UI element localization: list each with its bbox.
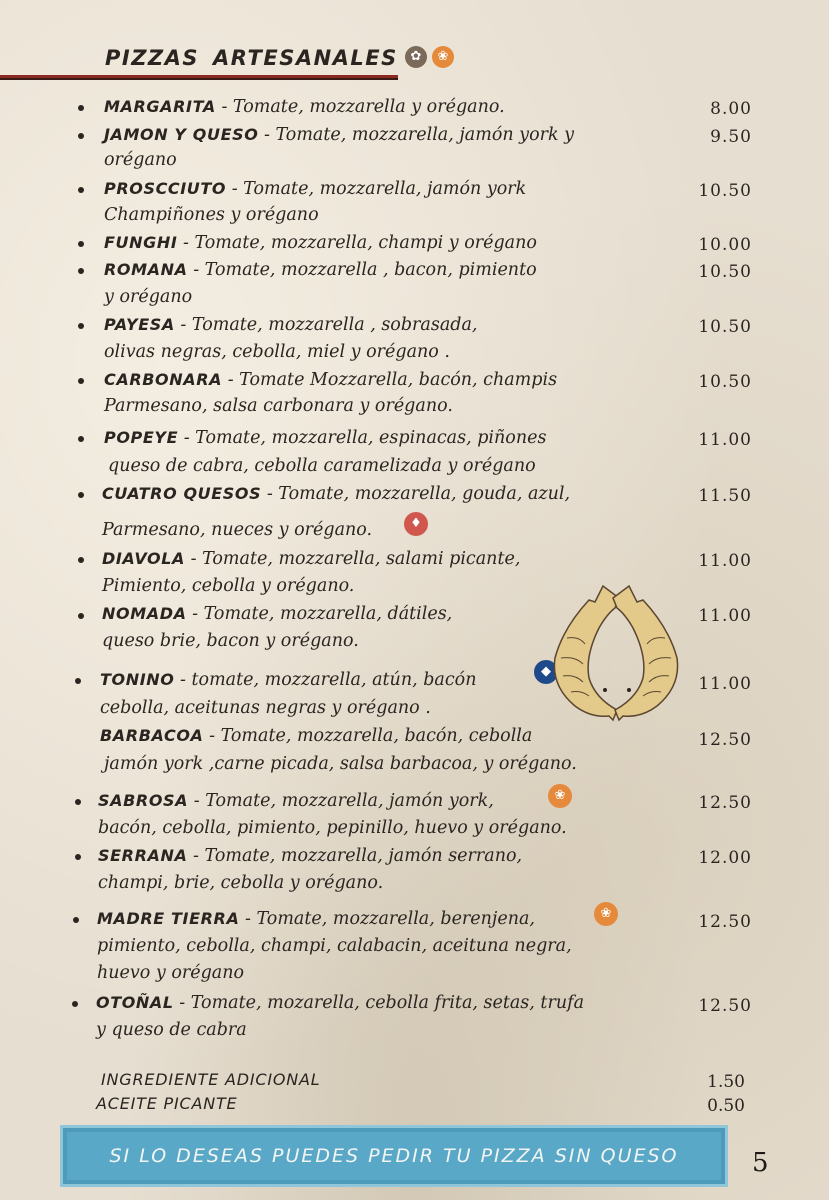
bullet: [78, 613, 84, 619]
item-line-1: [98, 791, 494, 811]
item-price: 12.50: [698, 793, 752, 813]
item-name: BARBACOA: [100, 726, 204, 745]
bullet: [78, 323, 84, 329]
item-line-2: orégano: [104, 150, 177, 170]
item-line-2: Pimiento, cebolla y orégano.: [102, 576, 355, 596]
item-desc: - Tomate, mozzarella, gouda, azul,: [266, 484, 571, 504]
item-name: SERRANA: [98, 846, 188, 865]
item-desc: - Tomate, mozzarella, espinacas, piñones: [183, 428, 547, 448]
item-line-1: [97, 909, 535, 929]
bullet: [78, 378, 84, 384]
item-desc: - tomate, mozzarella, atún, bacón: [180, 670, 477, 690]
item-line-2: queso de cabra, cebolla caramelizada y orégano: [108, 456, 536, 476]
item-name: PROSCCIUTO: [104, 179, 227, 198]
item-desc: - Tomate, mozzarella, berenjena,: [245, 909, 535, 929]
extra-label: ACEITE PICANTE: [96, 1094, 238, 1113]
item-price: 8.00: [710, 99, 752, 119]
bullet: [75, 854, 81, 860]
item-line-2: pimiento, cebolla, champi, calabacin, aceituna negra,: [97, 936, 572, 956]
item-price: 12.50: [698, 730, 752, 750]
banner-text: SI LO DESEAS PUEDES PEDIR TU PIZZA SIN QUESO: [109, 1145, 679, 1167]
item-desc: - Tomate, mozzarella , bacon, pimiento: [193, 260, 537, 280]
bullet: [78, 436, 84, 442]
bullet: [78, 268, 84, 274]
page-number: 5: [752, 1148, 769, 1178]
item-price: 12.00: [698, 848, 752, 868]
item-line-1: [104, 233, 537, 253]
item-line-2: queso brie, bacon y orégano.: [102, 631, 359, 651]
fish-icon: ◆: [534, 660, 558, 684]
item-line-1: [102, 549, 520, 569]
item-line-3: huevo y orégano: [97, 963, 245, 983]
item-line-1: [96, 993, 584, 1013]
bullet: [78, 187, 84, 193]
item-desc: - Tomate, mozzarella y orégano.: [221, 97, 505, 117]
bullet: [78, 105, 84, 111]
item-desc: - Tomate, mozzarella, jamón york y: [264, 125, 575, 145]
item-price: 10.50: [698, 262, 752, 282]
item-line-1: [104, 125, 574, 145]
item-line-2: olivas negras, cebolla, miel y orégano .: [104, 342, 450, 362]
item-price: 11.00: [698, 606, 752, 626]
item-line-1: [104, 428, 546, 448]
item-line-1: [104, 370, 557, 390]
veggie-icon: ✿: [405, 46, 427, 68]
item-line-2: cebolla, aceitunas negras y orégano .: [100, 698, 431, 718]
item-price: 12.50: [698, 996, 752, 1016]
item-line-2: jamón york ,carne picada, salsa barbacoa, y orégano.: [104, 754, 577, 774]
item-price: 11.00: [698, 430, 752, 450]
bullet: [72, 1001, 78, 1007]
item-line-2: Parmesano, salsa carbonara y orégano.: [104, 396, 453, 416]
page-title: [105, 46, 398, 70]
item-desc: - Tomate, mozzarella, champi y orégano: [182, 233, 537, 253]
item-name: NOMADA: [102, 604, 187, 623]
bullet: [75, 678, 81, 684]
item-desc: - Tomate, mozzarella, jamón york,: [193, 791, 494, 811]
item-name: ROMANA: [104, 260, 188, 279]
item-desc: - Tomate, mozzarella, bacón, cebolla: [209, 726, 533, 746]
egg-icon: ❀: [594, 902, 618, 926]
item-line-1: [102, 604, 452, 624]
no-cheese-banner: [60, 1125, 728, 1187]
item-line-1: [104, 260, 537, 280]
bullet: [78, 241, 84, 247]
egg-icon: ❀: [548, 784, 572, 808]
item-name: POPEYE: [104, 428, 179, 447]
item-line-1: [104, 179, 526, 199]
item-price: 9.50: [710, 127, 752, 147]
item-name: DIAVOLA: [102, 549, 186, 568]
item-line-2: Parmesano, nueces y orégano.: [102, 520, 373, 540]
item-name: JAMON Y QUESO: [104, 125, 259, 144]
bullet: [75, 799, 81, 805]
item-desc: - Tomate, mozzarella, dátiles,: [192, 604, 453, 624]
item-desc: - Tomate, mozzarella , sobrasada,: [180, 315, 478, 335]
item-desc: - Tomate, mozzarella, jamón york: [231, 179, 527, 199]
bullet: [78, 133, 84, 139]
extra-price: 0.50: [707, 1096, 745, 1116]
item-name: MARGARITA: [104, 97, 216, 116]
item-line-2: Champiñones y orégano: [104, 205, 319, 225]
item-desc: - Tomate, mozzarella, salami picante,: [190, 549, 521, 569]
cheese-icon: ♦: [404, 512, 428, 536]
item-name: OTOÑAL: [96, 993, 174, 1012]
item-line-1: [102, 484, 570, 504]
item-line-1: [100, 670, 476, 690]
item-desc: - Tomate, mozarella, cebolla frita, setas, trufa: [179, 993, 584, 1013]
item-line-1: [98, 846, 522, 866]
item-line-2: bacón, cebolla, pimiento, pepinillo, huevo y orégano.: [98, 818, 567, 838]
item-price: 11.50: [698, 486, 752, 506]
extra-label: INGREDIENTE ADICIONAL: [101, 1070, 321, 1089]
item-name: SABROSA: [98, 791, 189, 810]
item-line-1: [100, 726, 532, 746]
item-name: CARBONARA: [104, 370, 223, 389]
title-word-artesanales: ARTESANALES: [213, 46, 398, 70]
bullet: [78, 557, 84, 563]
item-price: 10.50: [698, 372, 752, 392]
item-line-2: champi, brie, cebolla y orégano.: [98, 873, 384, 893]
title-word-pizzas: PIZZAS: [105, 46, 200, 70]
fish-illustration-icon: [545, 578, 695, 728]
item-line-1: [104, 315, 477, 335]
item-name: MADRE TIERRA: [97, 909, 240, 928]
item-name: CUATRO QUESOS: [102, 484, 262, 503]
item-price: 11.00: [698, 674, 752, 694]
item-name: PAYESA: [104, 315, 175, 334]
bullet: [78, 492, 84, 498]
item-price: 11.00: [698, 551, 752, 571]
item-name: FUNGHI: [104, 233, 178, 252]
title-underline: [0, 75, 398, 80]
item-line-2: y orégano: [104, 287, 193, 307]
bullet: [73, 917, 79, 923]
item-line-2: y queso de cabra: [96, 1020, 247, 1040]
item-line-1: [104, 97, 505, 117]
item-desc: - Tomate, mozzarella, jamón serrano,: [193, 846, 523, 866]
item-name: TONINO: [100, 670, 175, 689]
vegetable-icon: ❀: [432, 46, 454, 68]
item-desc: - Tomate Mozzarella, bacón, champis: [227, 370, 558, 390]
item-price: 10.50: [698, 181, 752, 201]
item-price: 10.50: [698, 317, 752, 337]
extra-price: 1.50: [707, 1072, 745, 1092]
item-price: 12.50: [698, 912, 752, 932]
item-price: 10.00: [698, 235, 752, 255]
